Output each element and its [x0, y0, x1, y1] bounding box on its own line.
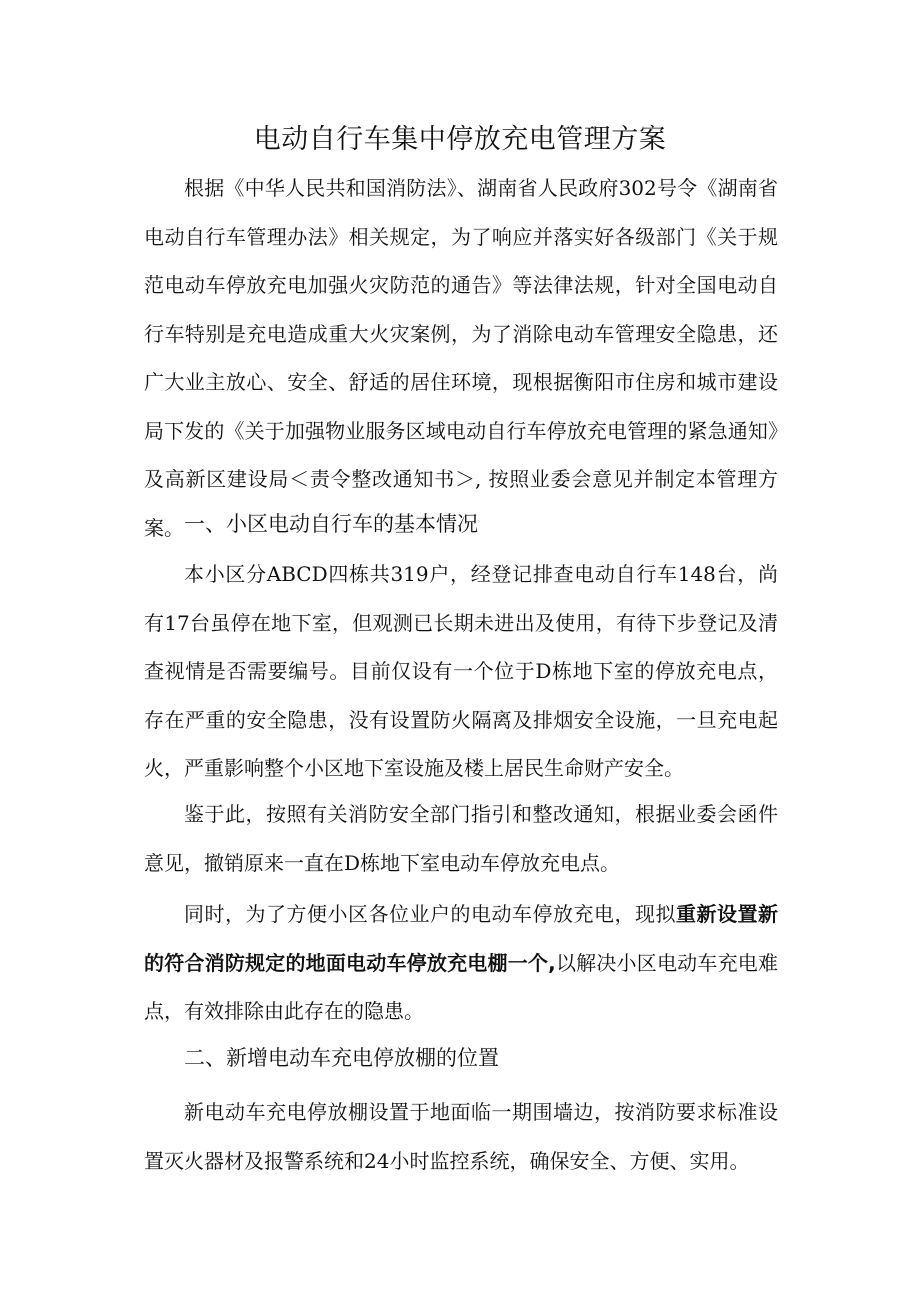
section-1-heading: 一、小区电动自行车的基本情况 — [184, 512, 478, 536]
section-1-paragraph-3 — [144, 890, 778, 1036]
section-1-paragraph-2: 鉴于此，按照有关消防安全部门指引和整改通知，根据业委会函件意见，撤销原来一直在D栋地下室电动车停放充电点。 — [144, 802, 778, 875]
section-2-heading: 二、新增电动车充电停放棚的位置 — [184, 1046, 499, 1070]
section-1-paragraph-1: 本小区分ABCD四栋共319户，经登记排查电动自行车148台，尚有17台虽停在地下室，但观测已长期未进出及使用，有待下步登记及清查视情是否需要编号。目前仅设有一个位于D栋地下室的停放充电点，存在严重的安全隐患，没有设置防火隔离及排烟安全设施，一旦充电起火，严重影响整个小区地下室设施及楼上居民生命财产安全。 — [144, 562, 778, 780]
section-2-paragraph-1: 新电动车充电停放棚设置于地面临一期围墙边，按消防要求标准设置灭火器材及报警系统和24小时监控系统，确保安全、方便、实用。 — [144, 1100, 778, 1173]
paragraph-3-text-start: 同时，为了方便小区各位业户的电动车停放充电，现拟 — [184, 902, 676, 926]
intro-paragraph: 根据《中华人民共和国消防法》、湖南省人民政府302号令《湖南省电动自行车管理办法》相关规定，为了响应并落实好各级部门《关于规范电动车停放充电加强火灾防范的通告》等法律法规，针对全国电动自行车特别是充电造成重大火灾案例，为了消除电动车管理安全隐患，还广大业主放心、安全、舒适的居住环境，现根据衡阳市住房和城市建设局下发的《关于加强物业服务区域电动自行车停放充电管理的紧急通知》及高新区建设局＜责令整改通知书＞, 按照业委会意见并制定本管理方案。 — [144, 176, 778, 540]
paragraph-3-text-end: 以解决小区电动车充电难点，有效排除由此存在的隐患。 — [144, 950, 779, 1023]
paragraph-3-emphasis: 重新设置新的符合消防规定的地面电动车停放充电棚一个, — [144, 902, 778, 975]
document-title: 电动自行车集中停放充电管理方案 — [253, 124, 667, 156]
